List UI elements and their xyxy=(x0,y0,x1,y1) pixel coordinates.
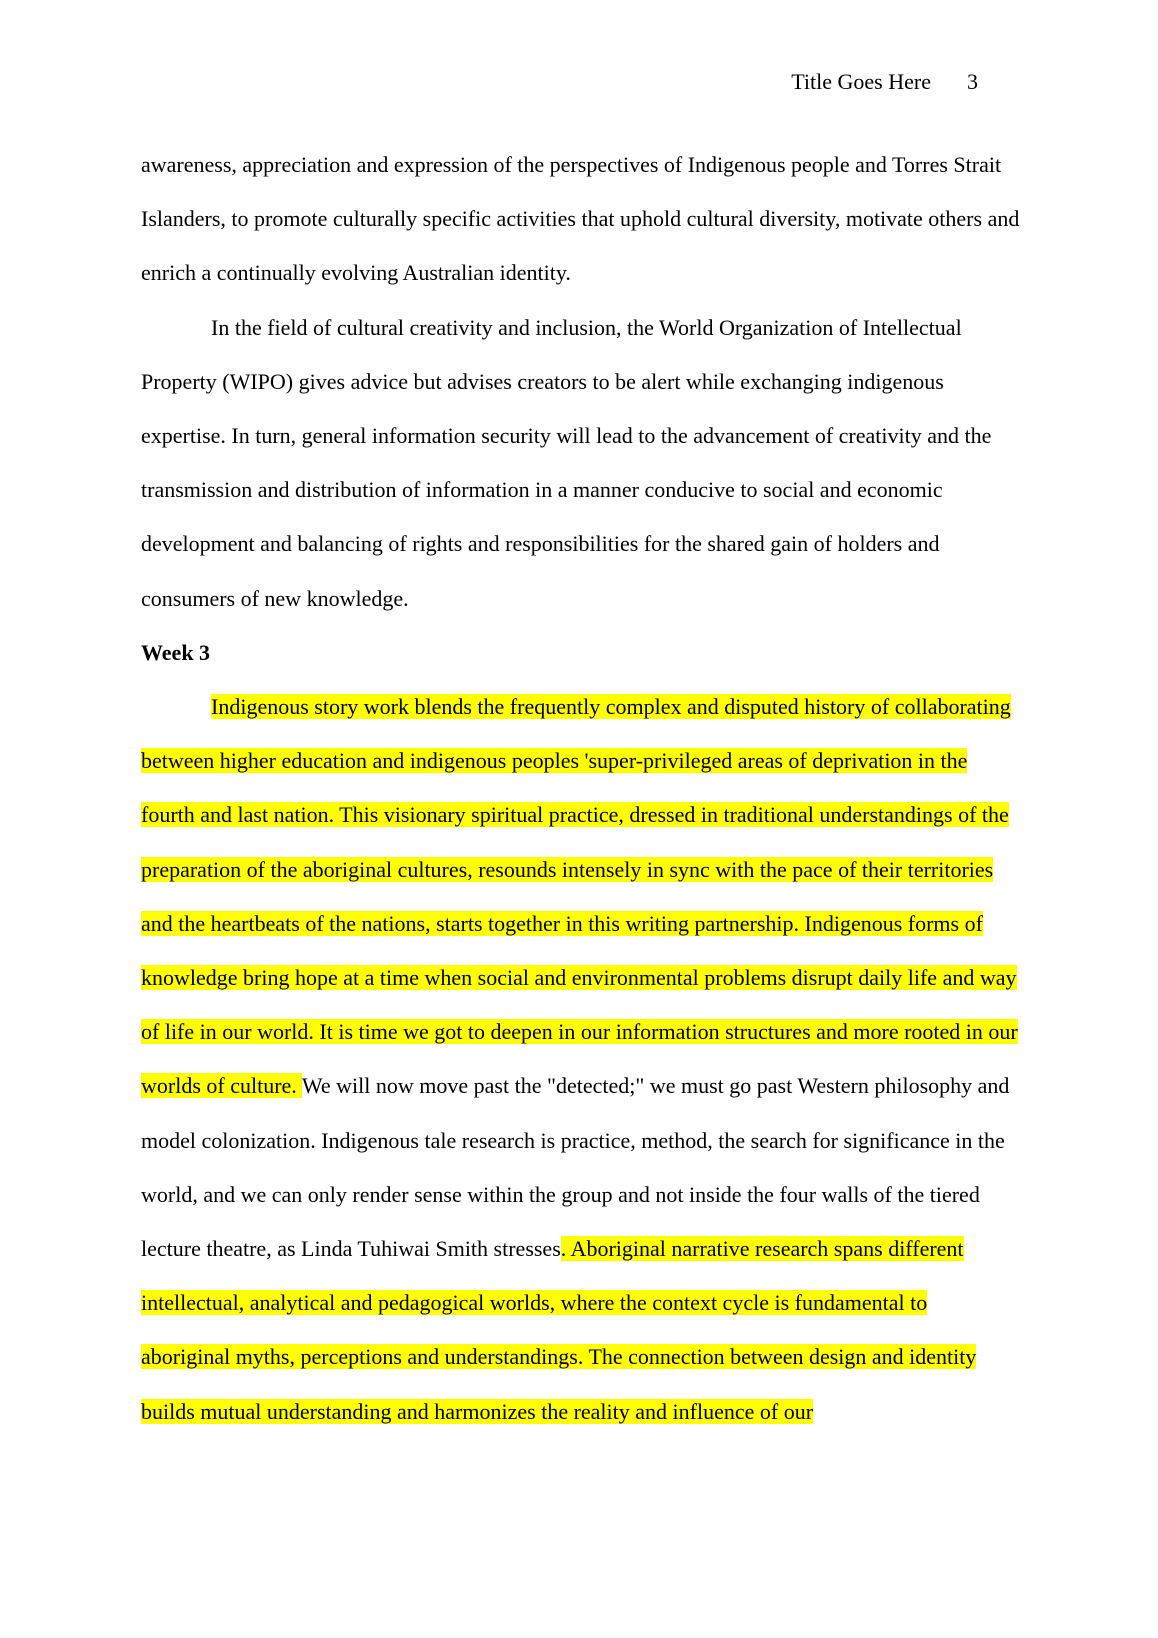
highlighted-text: . Aboriginal narrative research spans different intellectual, analytical and pedagogical worlds, where the context cycle is fundamental to aboriginal myths, perceptions and understandings. The connection between design and identity builds mutual understanding and harmonizes the reality and influence of our xyxy=(141,1236,977,1424)
paragraph-continued: awareness, appreciation and expression of the perspectives of Indigenous people and Torres Strait Islanders, to promote culturally specific activities that uphold cultural diversity, motivate others and enrich a continually evolving Australian identity. xyxy=(141,152,1020,286)
highlighted-text: Indigenous story work blends the frequently complex and disputed history of collaborating between higher education and indigenous peoples 'super-privileged areas of deprivation in the fourth and last nation. This visionary spiritual practice, dressed in traditional understandings of the preparation of the aboriginal cultures, resounds intensely in sync with the pace of their territories and the heartbeats of the nations, starts together in this writing partnership. Indigenous forms of knowledge bring hope at a time when social and environmental problems disrupt daily life and way of life in our world. It is time we got to deepen in our information structures and more rooted in our worlds of culture. xyxy=(141,694,1018,1099)
section-heading-week-3: Week 3 xyxy=(141,639,211,665)
running-head xyxy=(791,68,978,96)
paragraph-wipo: In the field of cultural creativity and inclusion, the World Organization of Intellectual Property (WIPO) gives advice but advises creators to be alert while exchanging indigenous expertise. In turn, general information security will lead to the advancement of creativity and the transmission and distribution of information in a manner conducive to social and economic development and balancing of rights and responsibilities for the shared gain of holders and consumers of new knowledge. xyxy=(141,314,992,611)
page-number: 3 xyxy=(967,69,978,94)
running-head-title: Title Goes Here xyxy=(791,69,931,94)
plain-text: We will now move past the "detected;" we must go past Western philosophy and model colonization. Indigenous tale research is practice, method, the search for significance in the world, and we can only render sense within the group and not inside the four walls of the tiered lecture theatre, as Linda Tuhiwai Smith stresses xyxy=(141,1073,1010,1262)
body-text xyxy=(141,138,1021,1439)
paragraph-indigenous-story-work xyxy=(141,680,1021,1439)
